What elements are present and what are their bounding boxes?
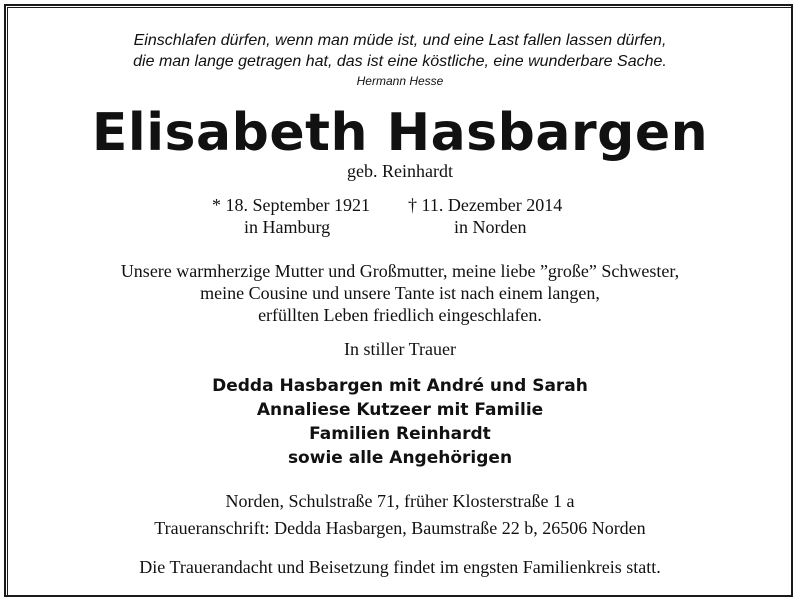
death-date: † 11. Dezember 2014 (408, 195, 563, 215)
message-line-3: erfüllten Leben friedlich eingeschlafen. (258, 305, 542, 325)
mourners-list (0, 374, 800, 470)
maiden-name: geb. Reinhardt (347, 161, 453, 181)
birth-place: in Hamburg (244, 217, 331, 237)
quote-line-2: die man lange getragen hat, das ist eine köstliche, eine wunderbare Sache. (133, 53, 667, 70)
deceased-name: Elisabeth Hasbargen (91, 103, 709, 163)
residence-address: Norden, Schulstraße 71, früher Klosterstraße 1 a (225, 491, 575, 511)
obituary-message (0, 260, 800, 326)
life-dates (0, 194, 800, 240)
birth-date: * 18. September 1921 (212, 195, 370, 215)
message-line-2: meine Cousine und unsere Tante ist nach einem langen, (200, 283, 600, 303)
mourner-entry: Familien Reinhardt (309, 424, 491, 444)
death-info (408, 194, 562, 238)
service-note: Die Trauerandacht und Beisetzung findet im engsten Familienkreis statt. (139, 557, 661, 577)
mourning-intro: In stiller Trauer (344, 339, 456, 359)
quote-line-1: Einschlafen dürfen, wenn man müde ist, und eine Last fallen lassen dürfen, (133, 32, 667, 49)
birth-info (212, 194, 370, 238)
mourner-entry: Annaliese Kutzeer mit Familie (256, 400, 544, 420)
quote-author: Hermann Hesse (356, 74, 444, 88)
message-line-1: Unsere warmherzige Mutter und Großmutter, meine liebe ”große” Schwester, (120, 261, 680, 281)
death-place: in Norden (454, 217, 527, 237)
mourner-entry: Dedda Hasbargen mit André und Sarah (212, 376, 588, 396)
mourner-entry: sowie alle Angehörigen (287, 448, 513, 468)
contact-address: Traueranschrift: Dedda Hasbargen, Baumstraße 22 b, 26506 Norden (154, 518, 646, 538)
